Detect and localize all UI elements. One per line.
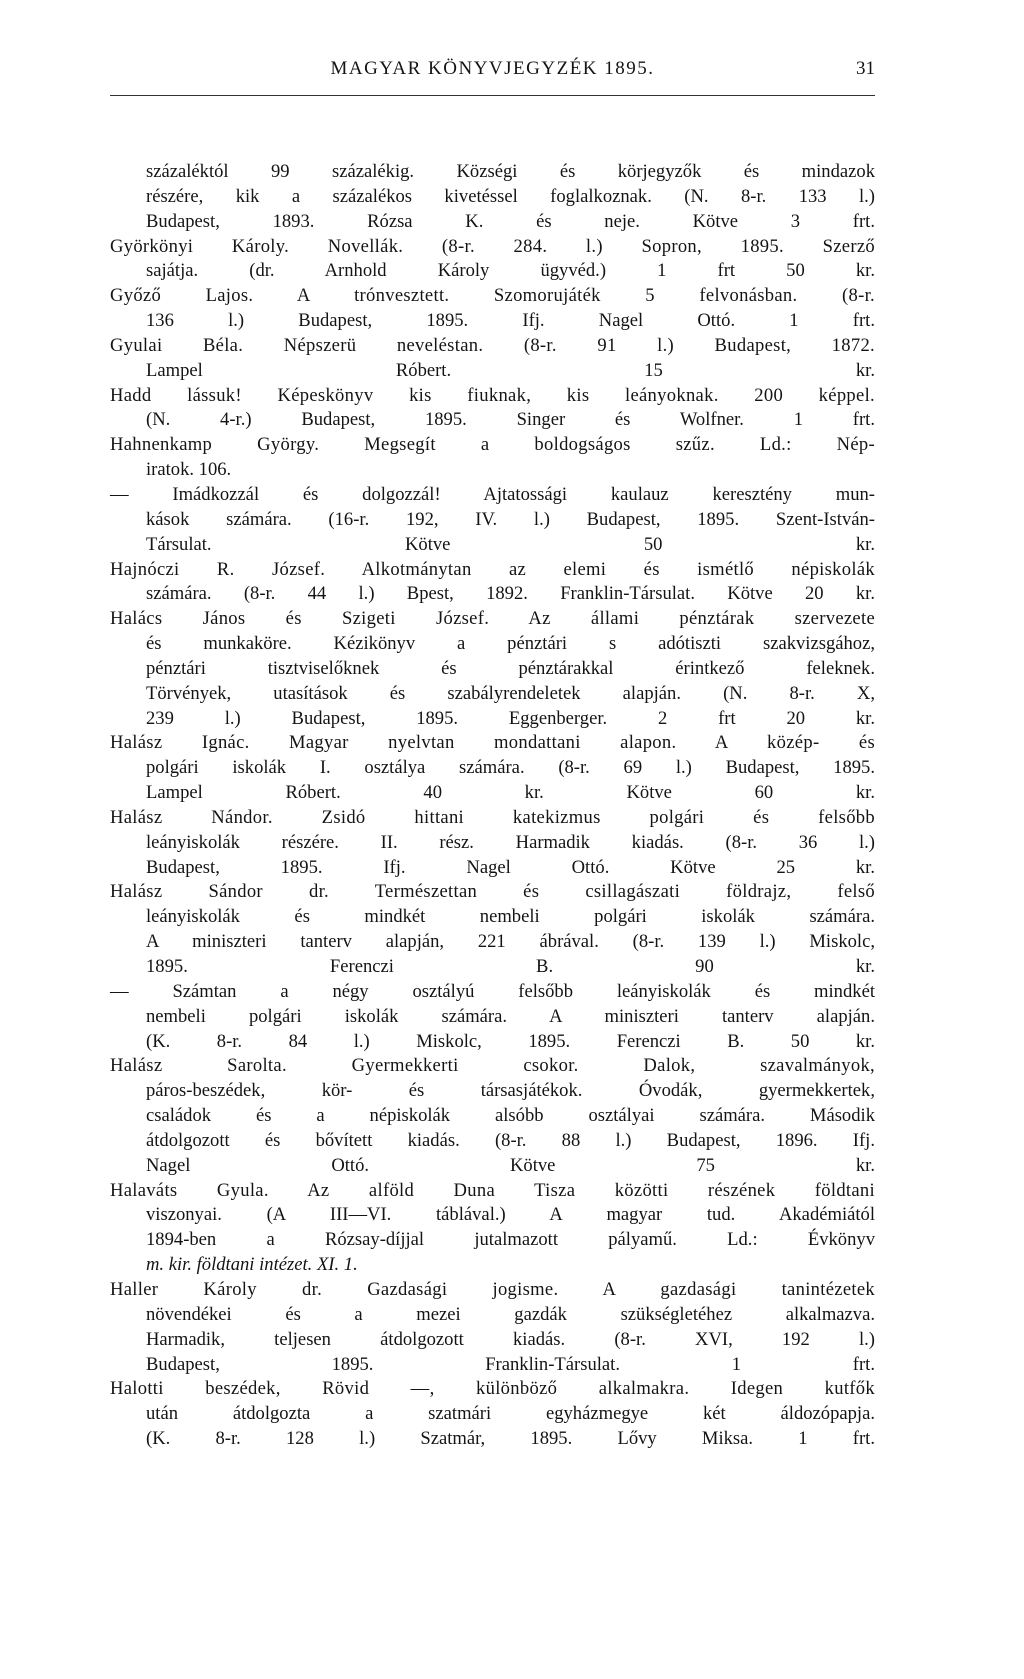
text-line: Társulat. Kötve 50 kr. xyxy=(146,533,875,555)
text-line: pénztári tisztviselőknek és pénztárakkal érintkező feleknek. xyxy=(146,657,875,679)
text-line: leányiskolák részére. II. rész. Harmadik kiadás. (8-r. 36 l.) xyxy=(146,831,875,853)
text-line: átdolgozott és bővített kiadás. (8-r. 88 l.) Budapest, 1896. Ifj. xyxy=(146,1129,875,1151)
text-line: után átdolgozta a szatmári egyházmegye két áldozópapja. xyxy=(146,1403,875,1425)
entry-head-line: Halász Sarolta. Gyermekkerti csokor. Dalok, szavalmányok, xyxy=(110,1055,875,1077)
text-line: (N. 4-r.) Budapest, 1895. Singer és Wolfner. 1 frt. xyxy=(146,409,875,431)
text-line: 1894-ben a Rózsay-díjjal jutalmazott pályamű. Ld.: Évkönyv xyxy=(146,1229,875,1251)
catalog-entries xyxy=(110,160,875,1452)
entry-head-line: Hadd lássuk! Képeskönyv kis fiuknak, kis leányoknak. 200 képpel. xyxy=(110,384,875,406)
text-line: nembeli polgári iskolák számára. A miniszteri tanterv alapján. xyxy=(146,1005,875,1027)
text-line: viszonyai. (A III—VI. táblával.) A magyar tud. Akadémiától xyxy=(146,1204,875,1226)
entry-head-line: Gyulai Béla. Népszerü neveléstan. (8-r. 91 l.) Budapest, 1872. xyxy=(110,334,875,356)
text-line: és munkaköre. Kézikönyv a pénztári s adótiszti szakvizsgához, xyxy=(146,633,875,655)
text-line: 136 l.) Budapest, 1895. Ifj. Nagel Ottó. 1 frt. xyxy=(146,310,875,332)
text-line: százaléktól 99 százalékig. Községi és körjegyzők és mindazok xyxy=(146,161,875,182)
text-line: családok és a népiskolák alsóbb osztályai számára. Második xyxy=(146,1105,875,1127)
entry-head-line: Halács János és Szigeti József. Az állami pénztárak szervezete xyxy=(110,608,875,630)
text-line: növendékei és a mezei gazdák szükségletéhez alkalmazva. xyxy=(146,1303,875,1325)
entry-head-line: Győző Lajos. A trónvesztett. Szomorujáték 5 felvonásban. (8-r. xyxy=(110,285,875,307)
entry-head-line: Halotti beszédek, Rövid —, különböző alkalmakra. Idegen kutfők xyxy=(110,1378,875,1400)
entry-head-line: — Imádkozzál és dolgozzál! Ajtatossági kaulauz keresztény mun- xyxy=(110,483,875,505)
text-line: A miniszteri tanterv alapján, 221 ábrával. (8-r. 139 l.) Miskolc, xyxy=(146,931,875,953)
text-line: Budapest, 1895. Franklin-Társulat. 1 frt. xyxy=(146,1353,875,1375)
text-line: m. kir. földtani intézet. XI. 1. xyxy=(146,1254,358,1276)
text-line: páros-beszédek, kör- és társasjátékok. Óvodák, gyermekkertek, xyxy=(146,1080,875,1102)
entry-head-line: Hahnenkamp György. Megsegít a boldogságos szűz. Ld.: Nép- xyxy=(110,434,875,456)
text-line: számára. (8-r. 44 l.) Bpest, 1892. Franklin-Társulat. Kötve 20 kr. xyxy=(146,583,875,605)
entry-head-line: Halász Nándor. Zsidó hittani katekizmus polgári és felsőbb xyxy=(110,806,875,828)
text-line: Budapest, 1893. Rózsa K. és neje. Kötve 3 frt. xyxy=(146,210,875,232)
text-line: iratok. 106. xyxy=(146,459,232,481)
header-rule xyxy=(110,95,875,96)
text-line: (K. 8-r. 84 l.) Miskolc, 1895. Ferenczi B. 50 kr. xyxy=(146,1030,875,1052)
text-line: sajátja. (dr. Arnhold Károly ügyvéd.) 1 frt 50 kr. xyxy=(146,260,875,282)
entry-head-line: Györkönyi Károly. Novellák. (8-r. 284. l.) Sopron, 1895. Szerző xyxy=(110,235,875,257)
text-line: Lampel Róbert. 15 kr. xyxy=(146,359,875,381)
entry-head-line: Hajnóczi R. József. Alkotmánytan az elemi és ismétlő népiskolák xyxy=(110,558,875,580)
entry-head-line: Haller Károly dr. Gazdasági jogisme. A gazdasági tanintézetek xyxy=(110,1278,875,1300)
text-line: Törvények, utasítások és szabályrendeletek alapján. (N. 8-r. X, xyxy=(146,682,875,704)
entry-head-line: Halász Sándor dr. Természettan és csillagászati földrajz, felső xyxy=(110,881,875,903)
text-line: kások számára. (16-r. 192, IV. l.) Budapest, 1895. Szent-István- xyxy=(146,508,875,530)
page-number: 31 xyxy=(856,58,875,79)
entry-head-line: — Számtan a négy osztályú felsőbb leányiskolák és mindkét xyxy=(110,980,875,1002)
text-line: Nagel Ottó. Kötve 75 kr. xyxy=(146,1154,875,1176)
running-head-title: MAGYAR KÖNYVJEGYZÉK 1895. xyxy=(330,58,655,79)
text-line: részére, kik a százalékos kivetéssel foglalkoznak. (N. 8-r. 133 l.) xyxy=(146,185,875,207)
entry-head-line: Halász Ignác. Magyar nyelvtan mondattani alapon. A közép- és xyxy=(110,732,875,754)
entry-head-line: Halaváts Gyula. Az alföld Duna Tisza közötti részének földtani xyxy=(110,1179,875,1201)
text-line: Budapest, 1895. Ifj. Nagel Ottó. Kötve 25 kr. xyxy=(146,856,875,878)
text-line: leányiskolák és mindkét nembeli polgári iskolák számára. xyxy=(146,906,875,928)
text-line: 239 l.) Budapest, 1895. Eggenberger. 2 frt 20 kr. xyxy=(146,707,875,729)
text-line: Lampel Róbert. 40 kr. Kötve 60 kr. xyxy=(146,782,875,804)
running-head xyxy=(110,58,875,88)
text-line: polgári iskolák I. osztálya számára. (8-r. 69 l.) Budapest, 1895. xyxy=(146,757,875,779)
text-line: (K. 8-r. 128 l.) Szatmár, 1895. Lővy Miksa. 1 frt. xyxy=(146,1428,875,1450)
text-line: Harmadik, teljesen átdolgozott kiadás. (8-r. XVI, 192 l.) xyxy=(146,1328,875,1350)
text-line: 1895. Ferenczi B. 90 kr. xyxy=(146,956,875,977)
